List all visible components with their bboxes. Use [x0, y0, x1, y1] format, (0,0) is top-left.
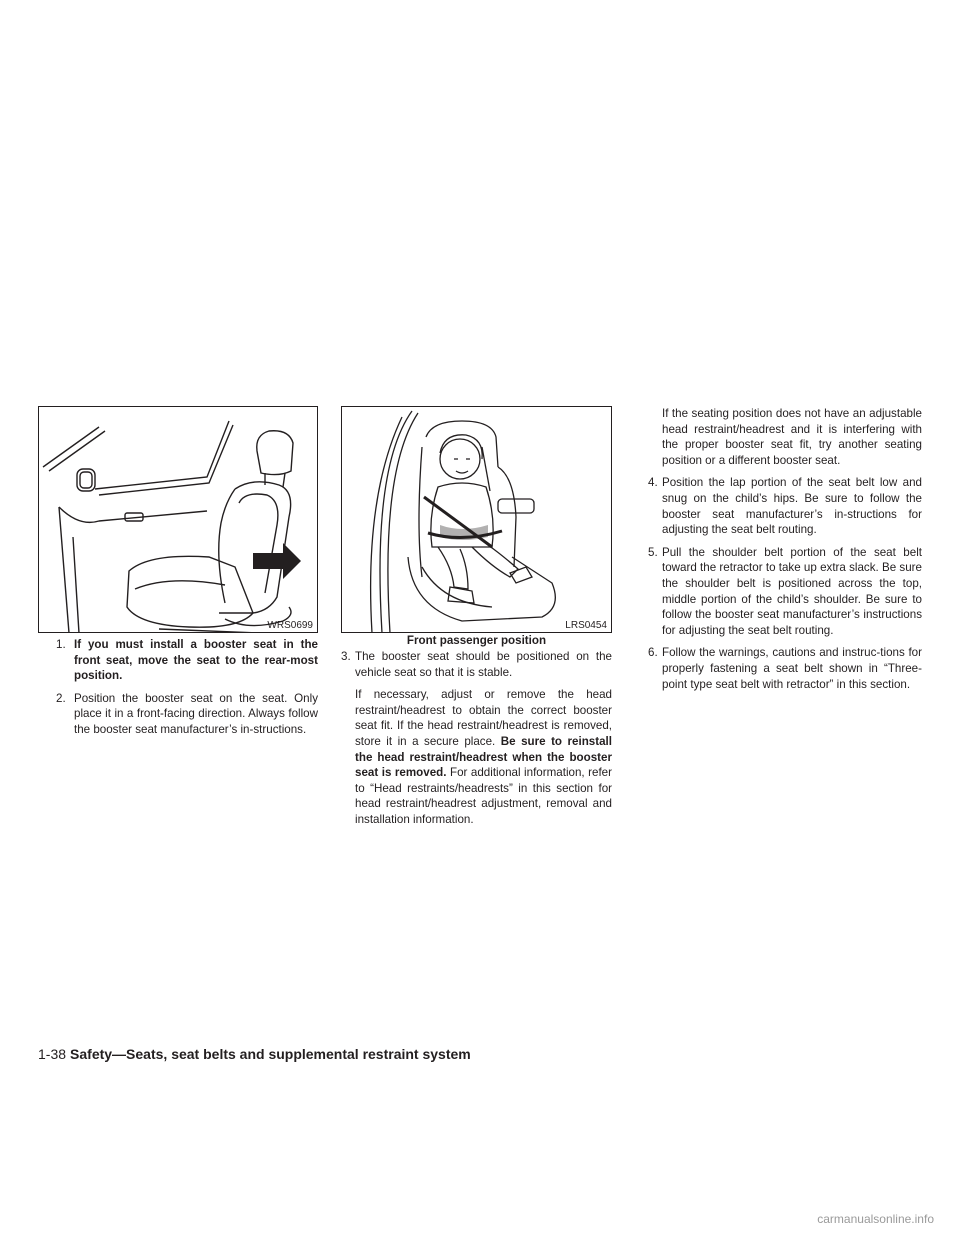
- column-left: [38, 406, 318, 738]
- item-number: 2.: [56, 691, 66, 705]
- item-text: Position the booster seat on the seat. Only place it in a front-facing direction. Always follow the booster seat manufacturer’s in-structions.: [74, 691, 318, 736]
- item-text: Pull the shoulder belt portion of the seat belt toward the retractor to take up extra slack. Be sure the shoulder belt is positioned across the top, middle portion of the child’s shoulder. Be sure to follow the booster seat manufacturer’s instructions for adjusting the seat belt routing.: [662, 545, 922, 637]
- item-number: 5.: [648, 545, 658, 559]
- column-middle: [341, 406, 612, 828]
- figure-caption: Front passenger position: [406, 634, 547, 647]
- figure-code: WRS0699: [267, 620, 313, 631]
- section-title: Safety—Seats, seat belts and supplemental restraint system: [70, 1046, 471, 1062]
- item-text: If you must install a booster seat in the front seat, move the seat to the rear-most position.: [74, 638, 318, 683]
- figure-code: LRS0454: [565, 620, 607, 631]
- item-text: The booster seat should be positioned on the vehicle seat so that it is stable.: [355, 650, 612, 679]
- list-item-5: [636, 545, 922, 639]
- column-right: [636, 406, 922, 692]
- list-item-2: [38, 691, 318, 738]
- item-number: 4.: [648, 476, 658, 490]
- item-number: 1.: [56, 638, 66, 651]
- page-number: 1-38: [38, 1046, 67, 1062]
- watermark: carmanualsonline.info: [817, 1212, 934, 1226]
- booster-seat-illustration: [342, 407, 612, 633]
- paragraph-text: If necessary, adjust or remove the head restraint/headrest to obtain the correct booster seat fit. If the head restraint/headrest is removed, store it in a secure place.: [355, 688, 612, 748]
- paragraph-text: For additional information, refer to “Head restraints/headrests” in this section for head restraint/headrest adjustment, removal and installation information.: [355, 766, 612, 826]
- item-text: Position the lap portion of the seat belt low and snug on the child’s hips. Be sure to follow the booster seat manufacturer’s in-structions for adjusting the seat belt routing.: [662, 476, 922, 537]
- page-footer: [38, 1045, 471, 1063]
- seat-illustration: [39, 407, 318, 633]
- list-item-4: [636, 475, 922, 537]
- paragraph-head-restraint: [341, 687, 612, 827]
- item-number: 6.: [648, 646, 658, 660]
- list-item-1: [38, 637, 318, 684]
- figure-front-seat: [38, 406, 318, 633]
- list-item-3: [341, 649, 612, 680]
- item-number: 3.: [341, 650, 351, 663]
- item-text: Follow the warnings, cautions and instruc-tions for properly fastening a seat belt shown in “Three-point type seat belt with retractor” in this section.: [662, 646, 922, 691]
- paragraph-seating-position: If the seating position does not have an adjustable head restraint/headrest and it is interfering with the proper booster seat fit, try another seating position or a different booster seat.: [662, 407, 922, 467]
- figure-front-passenger: [341, 406, 612, 633]
- list-item-6: [636, 645, 922, 692]
- paragraph-bold-text: Be sure to reinstall the head restraint/headrest when the booster seat is removed.: [355, 734, 612, 780]
- arrow-right-icon: [253, 543, 301, 579]
